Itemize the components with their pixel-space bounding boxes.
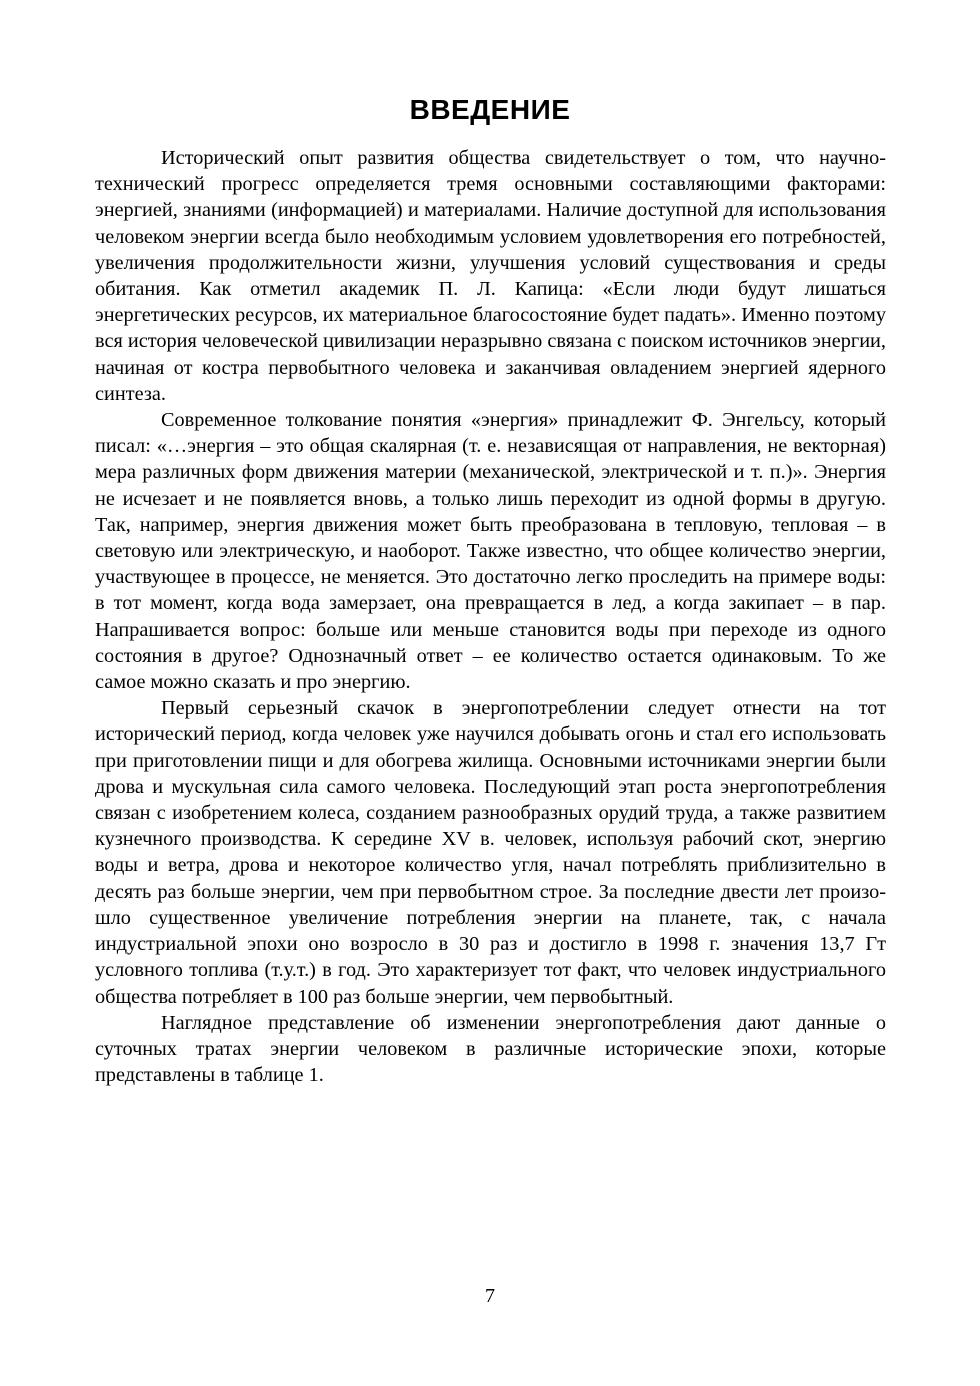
paragraph-2: Современное толкование понятия «энергия» принадлежит Ф. Энгельсу, который писал: «…энергия – это общая скалярная (т. е. независящая от направления, не векторная) мера различных форм движения материи (механической, электрической и т. п.)». Энергия не исчезает и не появляется вновь, а только лишь переходит из одной формы в другую. Так, например, энергия движения может быть преобразована в тепловую, тепловая – в световую или электрическую, и наоборот. Также известно, что общее количество энергии, участвующее в процессе, не меняется. Это достаточно легко проследить на примере воды: в тот момент, когда вода замерзает, она превращается в лед, а когда закипает – в пар. Напрашивается вопрос: больше или меньше становится воды при переходе из одного состояния в другое? Однозначный ответ – ее количество остается одинаковым. То же самое можно сказать и про энергию. — [95, 409, 886, 694]
body-text — [95, 145, 886, 1088]
paragraph-4: Наглядное представление об изменении энергопотребления дают данные о суточных тратах энергии человеком в различные исторические эпохи, которые представлены в таблице 1. — [95, 1011, 886, 1087]
page-number: 7 — [485, 1285, 495, 1307]
paragraph-1: Исторический опыт развития общества свидетельствует о том, что научно-технический прогресс определяется тремя основными составляющими факторами: энергией, знаниями (информацией) и материалами. Наличие доступной для использования человеком энергии всегда было необходимым условием удовлетворения его потребностей, увеличения продолжительности жизни, улучшения условий существования и среды обитания. Как отметил академик П. Л. Капица: «Если люди будут лишаться энергетических ресурсов, их материальное благосостояние будет падать». Именно поэтому вся история человеческой цивилизации неразрывно связана с поиском источников энергии, начиная от костра первобытного человека и заканчивая овладением энергией ядерного синтеза. — [95, 147, 886, 405]
page-title: ВВЕДЕНИЕ — [409, 94, 571, 125]
paragraph-3: Первый серьезный скачок в энергопотреблении следует отнести на тот исторический период, когда человек уже научился добывать огонь и стал его использовать при приготовлении пищи и для обогрева жилища. Основными источниками энергии были дрова и мускульная сила самого человека. Последующий этап роста энергопотребления связан с изобретением колеса, созданием разнообразных орудий труда, а также развитием кузнечного производства. К середине XV в. человек, используя рабочий скот, энергию воды и ветра, дрова и некоторое количество угля, начал потреблять приблизительно в десять раз больше энергии, чем при первобытном строе. За последние двести лет произошло существенное увеличение потребления энергии на планете, так, с начала индустриальной эпохи оно возросло в 30 раз и достигло в 1998 г. значения 13,7 Гт условного топлива (т.у.т.) в год. Это характеризует тот факт, что человек индустриального общества потребляет в 100 раз больше энергии, чем первобытный. — [95, 697, 886, 1008]
